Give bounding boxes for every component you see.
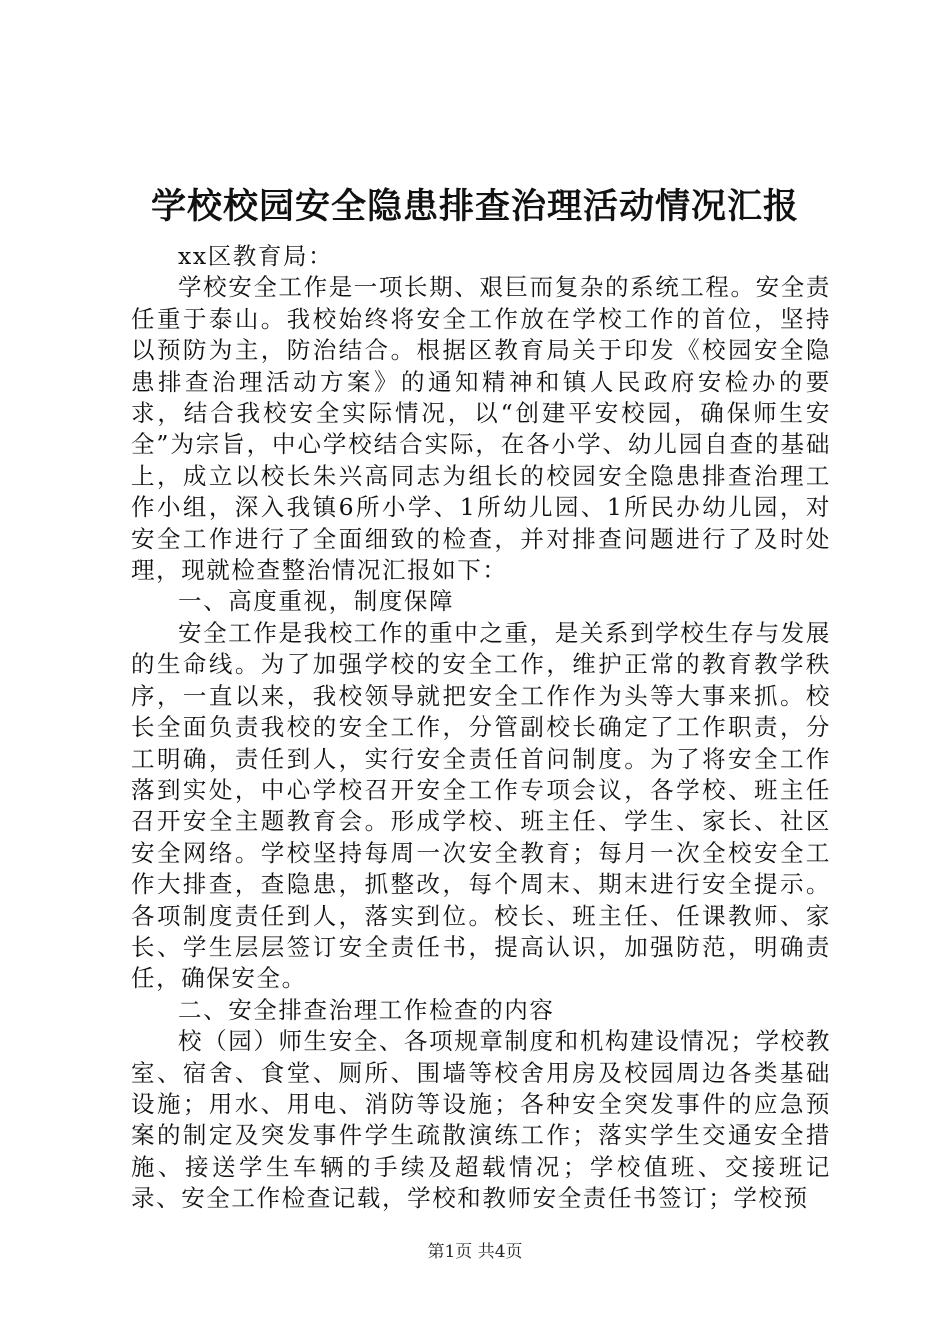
document-body bbox=[131, 241, 831, 1215]
document-title: 学校校园安全隐患排查治理活动情况汇报 bbox=[150, 186, 799, 227]
section-heading-2: 二、安全排查治理工作检查的内容 bbox=[178, 995, 555, 1024]
page-footer: 第1页 共4页 bbox=[427, 1242, 523, 1262]
section-2-paragraph: 校（园）师生安全、各项规章制度和机构建设情况；学校教室、宿舍、食堂、厕所、围墙等校舍用房及校园周边各类基础设施；用水、用电、消防等设施；各种安全突发事件的应急预案的制定及突发事件学生疏散演练工作；落实学生交通安全措施、接送学生车辆的手续及超载情况；学校值班、交接班记录、安全工作检查记载，学校和教师安全责任书签订；学校预 bbox=[131, 1027, 831, 1213]
section-heading-1: 一、高度重视，制度保障 bbox=[178, 587, 455, 616]
section-1-paragraph: 安全工作是我校工作的重中之重，是关系到学校生存与发展的生命线。为了加强学校的安全工作，维护正常的教育教学秩序，一直以来，我校领导就把安全工作作为头等大事来抓。校长全面负责我校的安全工作，分管副校长确定了工作职责，分工明确，责任到人，实行安全责任首问制度。为了将安全工作落到实处，中心学校召开安全工作专项会议，各学校、班主任召开安全主题教育会。形成学校、班主任、学生、家长、社区安全网络。学校坚持每周一次安全教育；每月一次全校安全工作大排查，查隐患，抓整改，每个周末、期末进行安全提示。各项制度责任到人，落实到位。校长、班主任、任课教师、家长、学生层层签订安全责任书，提高认识，加强防范，明确责任，确保安全。 bbox=[131, 618, 831, 993]
salutation: xx区教育局： bbox=[178, 242, 334, 270]
intro-paragraph: 学校安全工作是一项长期、艰巨而复杂的系统工程。安全责任重于泰山。我校始终将安全工作放在学校工作的首位，坚持以预防为主，防治结合。根据区教育局关于印发《校园安全隐患排查治理活动方案》的通知精神和镇人民政府安检办的要求，结合我校安全实际情况，以“创建平安校园，确保师生安全”为宗旨，中心学校结合实际，在各小学、幼儿园自查的基础上，成立以校长朱兴高同志为组长的校园安全隐患排查治理工作小组，深入我镇6所小学、1所幼儿园、1所民办幼儿园，对安全工作进行了全面细致的检查，并对排查问题进行了及时处理，现就检查整治情况汇报如下： bbox=[131, 273, 831, 585]
